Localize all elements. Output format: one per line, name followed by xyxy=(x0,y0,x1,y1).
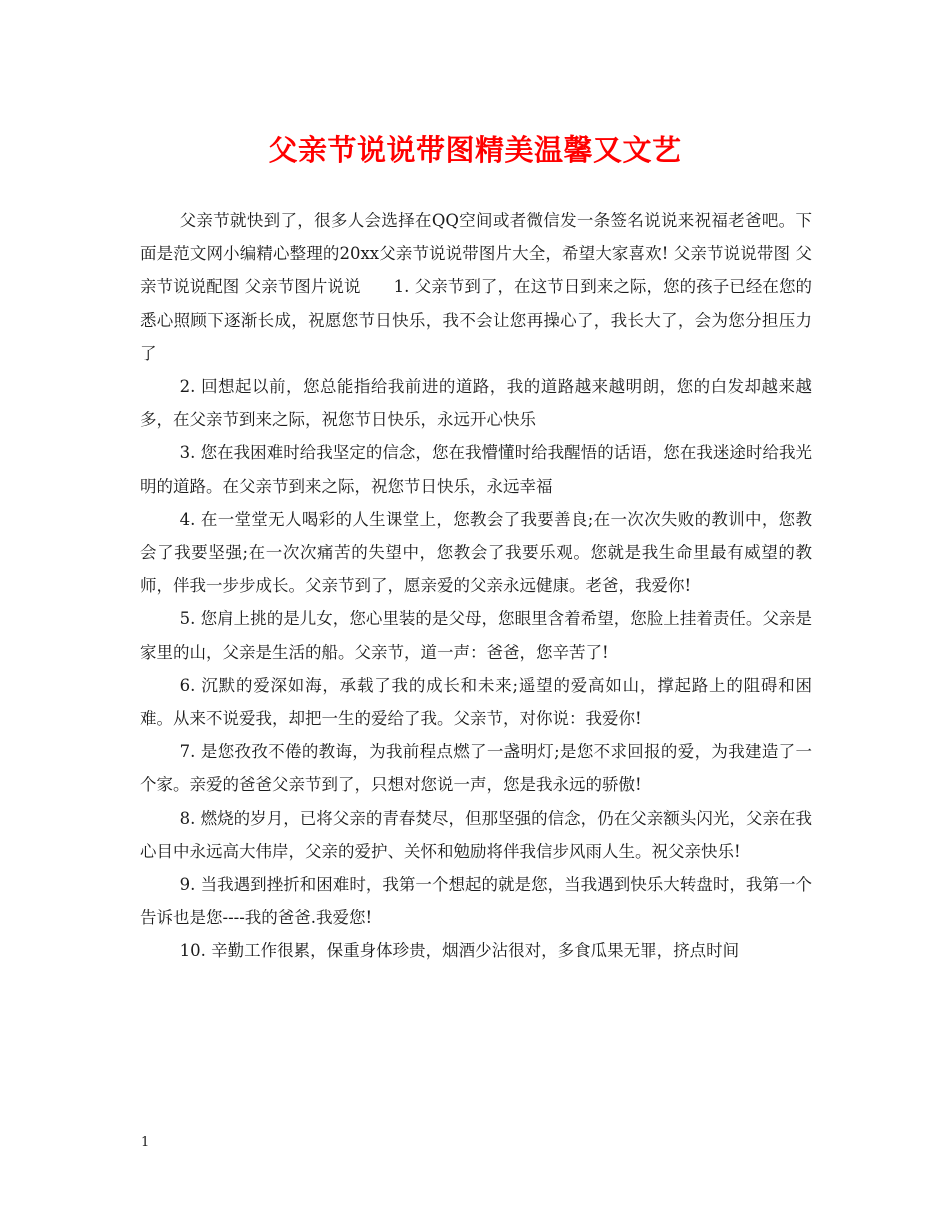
document-body xyxy=(140,204,812,968)
paragraph-item-10: 10. 辛勤工作很累，保重身体珍贵，烟酒少沾很对，多食瓜果无罪，挤点时间 xyxy=(179,941,740,961)
paragraph-item-5: 5. 您肩上挑的是儿女，您心里装的是父母，您眼里含着希望，您脸上挂着责任。父亲是家里的山，父亲是生活的船。父亲节，道一声：爸爸，您辛苦了! xyxy=(140,609,812,662)
paragraph-item-8: 8. 燃烧的岁月，已将父亲的青春焚尽，但那坚强的信念，仍在父亲额头闪光，父亲在我心目中永远高大伟岸，父亲的爱护、关怀和勉励将伴我信步风雨人生。祝父亲快乐! xyxy=(140,808,812,861)
paragraph-item-6: 6. 沉默的爱深如海，承载了我的成长和未来;遥望的爱高如山，撑起路上的阻碍和困难。从来不说爱我，却把一生的爱给了我。父亲节，对你说：我爱你! xyxy=(140,675,812,729)
paragraph-intro: 父亲节就快到了，很多人会选择在QQ空间或者微信发一条签名说说来祝福老爸吧。下面是范文网小编精心整理的20xx父亲节说说带图片大全，希望大家喜欢! 父亲节说说带图 父亲节说说配图 父亲节图片说说 1. 父亲节到了，在这节日到来之际，您的孩子已经在您的悉心照顾下逐渐长成，祝愿您节日快乐，我不会让您再操心了，我长大了，会为您分担压力了 xyxy=(140,211,812,363)
page-number: 1 xyxy=(141,1135,150,1150)
paragraph-item-9: 9. 当我遇到挫折和困难时，我第一个想起的就是您，当我遇到快乐大转盘时，我第一个告诉也是您----我的爸爸.我爱您! xyxy=(140,875,812,928)
paragraph-item-7: 7. 是您孜孜不倦的教诲，为我前程点燃了一盏明灯;是您不求回报的爱，为我建造了一个家。亲爱的爸爸父亲节到了，只想对您说一声，您是我永远的骄傲! xyxy=(140,742,812,795)
page-title: 父亲节说说带图精美温馨又文艺 xyxy=(268,133,682,167)
paragraph-item-2: 2. 回想起以前，您总能指给我前进的道路，我的道路越来越明朗，您的白发却越来越多，在父亲节到来之际，祝您节日快乐，永远开心快乐 xyxy=(140,377,812,430)
paragraph-item-4: 4. 在一堂堂无人喝彩的人生课堂上，您教会了我要善良;在一次次失败的教训中，您教会了我要坚强;在一次次痛苦的失望中，您教会了我要乐观。您就是我生命里最有威望的教师，伴我一步步成长。父亲节到了，愿亲爱的父亲永远健康。老爸，我爱你! xyxy=(140,509,812,596)
paragraph-item-3: 3. 您在我困难时给我坚定的信念，您在我懵懂时给我醒悟的话语，您在我迷途时给我光明的道路。在父亲节到来之际，祝您节日快乐，永远幸福 xyxy=(140,443,812,496)
